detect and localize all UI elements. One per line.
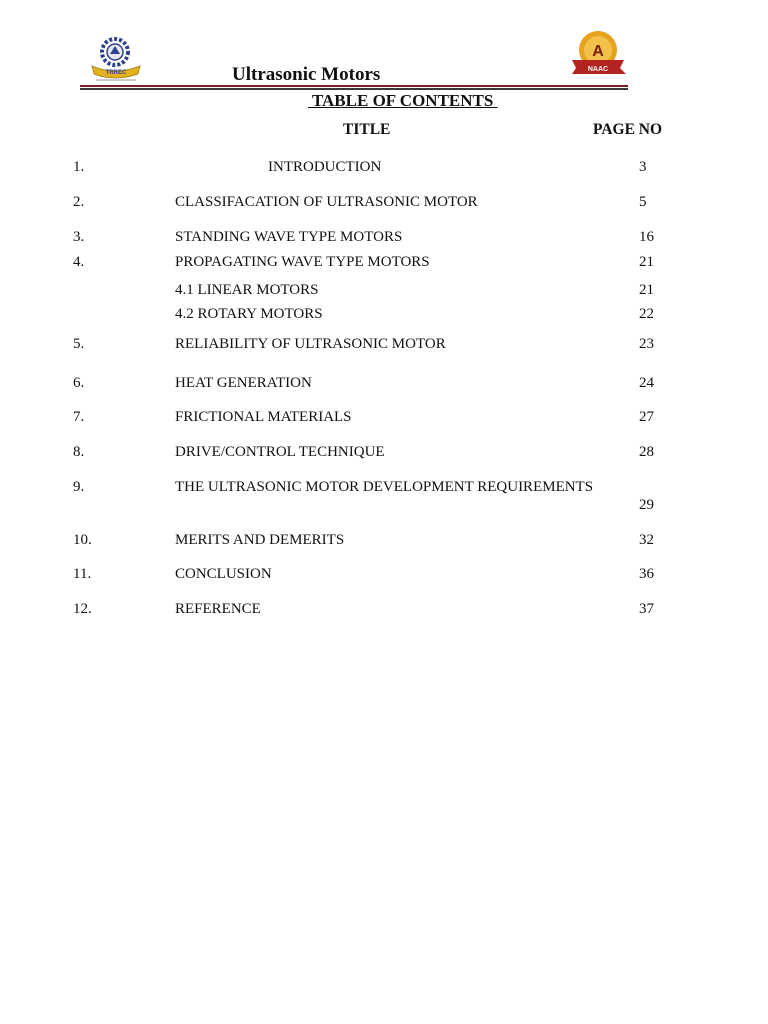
svg-text:A: A [592,43,604,60]
svg-text:TRREC: TRREC [105,70,127,76]
header-rule-red [80,85,628,87]
toc-entry-title: DRIVE/CONTROL TECHNIQUE [175,444,385,460]
toc-entry-number: 7. [73,409,85,425]
naac-logo [570,28,628,82]
toc-entry-number: 12. [73,601,92,617]
toc-entry-number: 8. [73,444,85,460]
toc-column-page: PAGE NO [593,121,663,138]
toc-entry-page: 36 [639,566,654,582]
toc-entry-number: 10. [73,532,92,548]
toc-entry-title: REFERENCE [175,601,261,617]
toc-entry-number: 2. [73,194,85,210]
toc-entry-page: 22 [639,306,654,322]
toc-entry-title: INTRODUCTION [268,159,382,175]
toc-entry-page: 16 [639,229,654,245]
toc-entry-title: MERITS AND DEMERITS [175,532,345,548]
toc-heading: TABLE OF CONTENTS [308,91,498,110]
toc-entry-page: 24 [639,375,654,391]
toc-entry-title: THE ULTRASONIC MOTOR DEVELOPMENT REQUIREMENTS [175,479,594,495]
toc-entry-page: 23 [639,336,654,352]
toc-entry-number: 4. [73,254,85,270]
toc-entry-page: 32 [639,532,654,548]
toc-entry-title: CONCLUSION [175,566,272,582]
toc-entry-title: PROPAGATING WAVE TYPE MOTORS [175,254,430,270]
toc-entry-number: 11. [73,566,92,582]
toc-entry-title: RELIABILITY OF ULTRASONIC MOTOR [175,336,446,352]
toc-entry-number: 5. [73,336,85,352]
toc-entry-page: 21 [639,282,654,298]
toc-subentry-title: 4.2 ROTARY MOTORS [175,306,323,322]
toc-entry-page: 5 [639,194,647,210]
toc-entry-page: 29 [639,497,654,513]
toc-column-title: TITLE [343,121,391,138]
toc-entry-title: STANDING WAVE TYPE MOTORS [175,229,403,245]
toc-entry-number: 1. [73,159,85,175]
toc-entry-page: 27 [639,409,654,425]
document-header-title: Ultrasonic Motors [232,64,381,85]
toc-entry-title: CLASSIFACATION OF ULTRASONIC MOTOR [175,194,478,210]
toc-entry-number: 9. [73,479,85,495]
toc-entry-number: 3. [73,229,85,245]
toc-entry-number: 6. [73,375,85,391]
toc-subentry-title: 4.1 LINEAR MOTORS [175,282,319,298]
toc-entry-title: HEAT GENERATION [175,375,312,391]
college-logo [88,36,146,84]
toc-entry-page: 3 [639,159,647,175]
svg-text:NAAC: NAAC [587,66,609,73]
toc-entry-title: FRICTIONAL MATERIALS [175,409,352,425]
header-rule-dark [80,88,628,90]
toc-entry-page: 37 [639,601,654,617]
toc-entry-page: 28 [639,444,654,460]
toc-entry-page: 21 [639,254,654,270]
